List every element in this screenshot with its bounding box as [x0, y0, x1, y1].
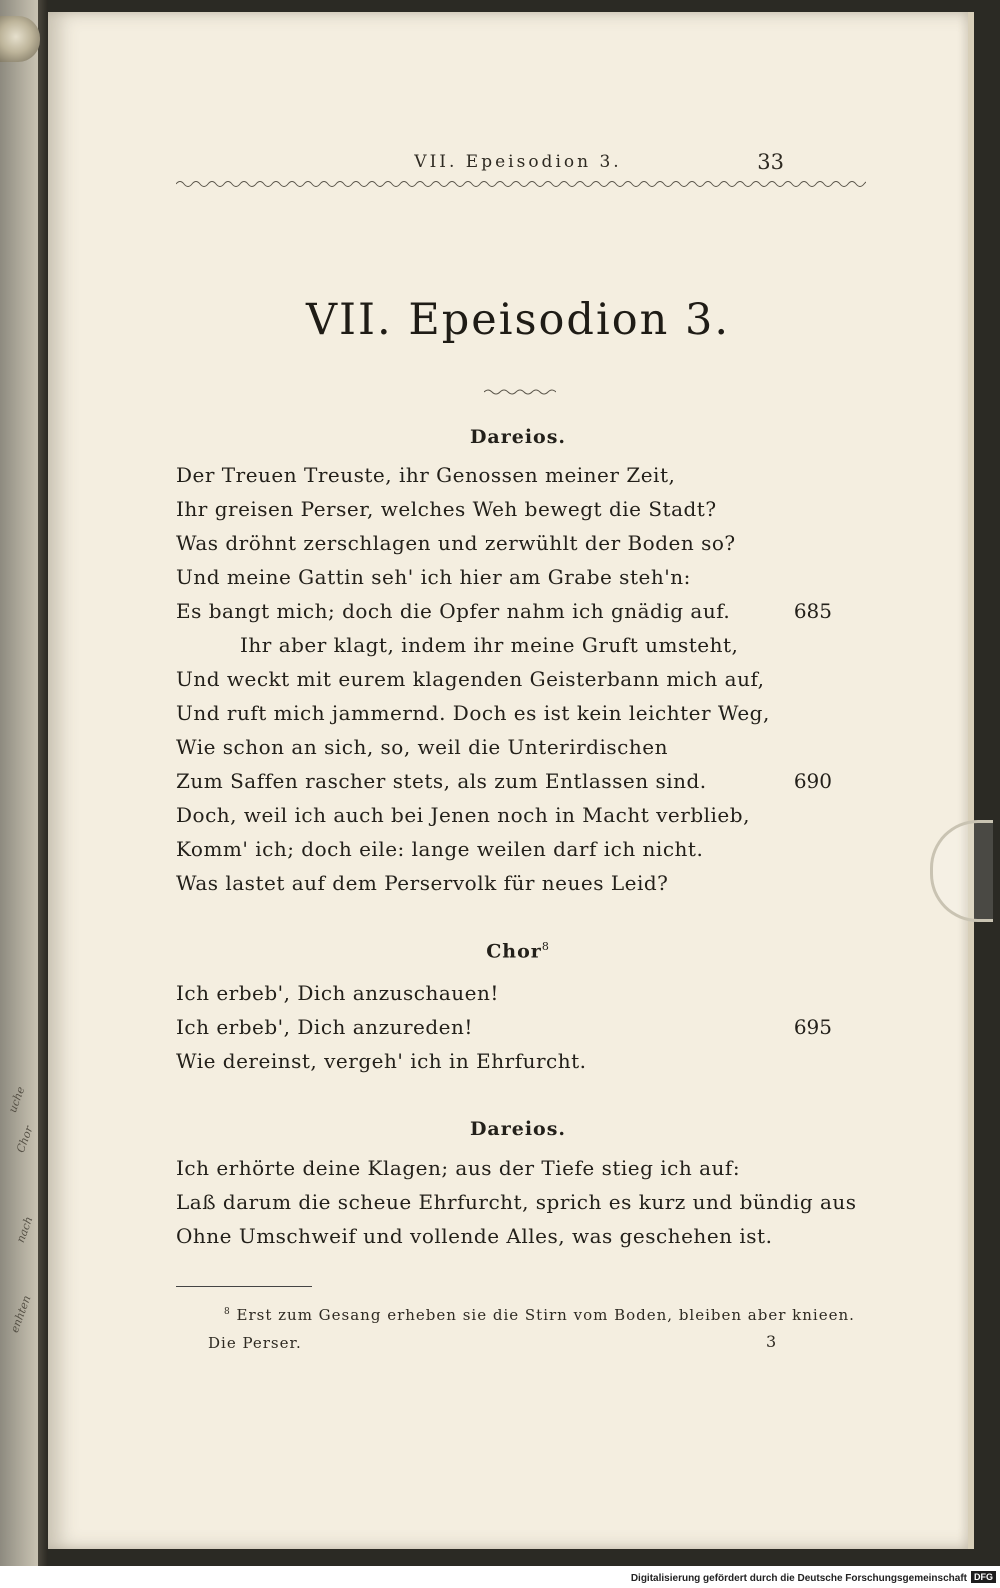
page-number: 33 [757, 150, 784, 174]
verse-line: Was lastet auf dem Perservolk für neues Leid? [176, 871, 669, 895]
verse-line: Und ruft mich jammernd. Doch es ist kein leichter Weg, [176, 701, 770, 725]
verse-line: Und weckt mit eurem klagenden Geisterbann mich auf, [176, 667, 765, 691]
verse-line: Wie dereinst, vergeh' ich in Ehrfurcht. [176, 1049, 587, 1073]
verse-line: Wie schon an sich, so, weil die Unterirdischen [176, 735, 668, 759]
verse-line: Ihr aber klagt, indem ihr meine Gruft umsteht, [240, 633, 739, 657]
credit-text: Digitalisierung gefördert durch die Deutsche Forschungsgemeinschaft [630, 1573, 967, 1584]
wavy-header-rule [176, 178, 866, 190]
binding-ring [0, 16, 40, 62]
facing-page-fragment: nach [14, 1214, 36, 1245]
speaker-name: Chor [486, 940, 542, 963]
title-ornament [484, 386, 556, 398]
footnote [224, 1306, 884, 1324]
line-number: 690 [793, 769, 832, 793]
facing-page-fragment: Chor [14, 1124, 36, 1155]
line-number: 695 [793, 1015, 832, 1039]
verse-line: Ich erbeb', Dich anzureden! [176, 1015, 473, 1039]
footnote-text: Erst zum Gesang erheben sie die Stirn vom Boden, bleiben aber knieen. [236, 1306, 855, 1324]
book-page [48, 12, 974, 1549]
section-title: VII. Epeisodion 3. [306, 295, 730, 345]
speaker-heading [48, 940, 988, 962]
verse-line: Und meine Gattin seh' ich hier am Grabe steh'n: [176, 565, 691, 589]
footnote-ref: 8 [541, 940, 550, 953]
signature-mark: 3 [766, 1332, 777, 1351]
digitization-credit [0, 1566, 1000, 1584]
footnote-rule [176, 1286, 312, 1287]
dfg-logo: DFG [971, 1571, 996, 1583]
verse-line: Was dröhnt zerschlagen und zerwühlt der Boden so? [176, 531, 736, 555]
facing-page-fragment: enhten [8, 1293, 34, 1335]
running-title: VII. Epeisodion 3. [414, 152, 622, 172]
verse-line: Zum Saffen rascher stets, als zum Entlassen sind. [176, 769, 707, 793]
verse-line: Komm' ich; doch eile: lange weilen darf ich nicht. [176, 837, 704, 861]
facing-page-fragment: uche [6, 1084, 28, 1115]
verse-line: Ihr greisen Perser, welches Weh bewegt die Stadt? [176, 497, 717, 521]
verse-line: Laß darum die scheue Ehrfurcht, sprich es kurz und bündig aus [176, 1190, 857, 1214]
verse-line: Ohne Umschweif und vollende Alles, was geschehen ist. [176, 1224, 773, 1248]
verse-line: Es bangt mich; doch die Opfer nahm ich gnädig auf. [176, 599, 731, 623]
verse-line: Ich erbeb', Dich anzuschauen! [176, 981, 499, 1005]
verse-line: Ich erhörte deine Klagen; aus der Tiefe stieg ich auf: [176, 1156, 741, 1180]
book-title-footer: Die Perser. [208, 1334, 302, 1352]
verse-line: Der Treuen Treuste, ihr Genossen meiner Zeit, [176, 463, 676, 487]
verse-line: Doch, weil ich auch bei Jenen noch in Macht verblieb, [176, 803, 750, 827]
line-number: 685 [793, 599, 832, 623]
speaker-heading: Dareios. [469, 1118, 567, 1140]
book-spine [38, 0, 48, 1566]
footnote-marker: 8 [224, 1307, 231, 1317]
speaker-heading: Dareios. [469, 426, 567, 448]
